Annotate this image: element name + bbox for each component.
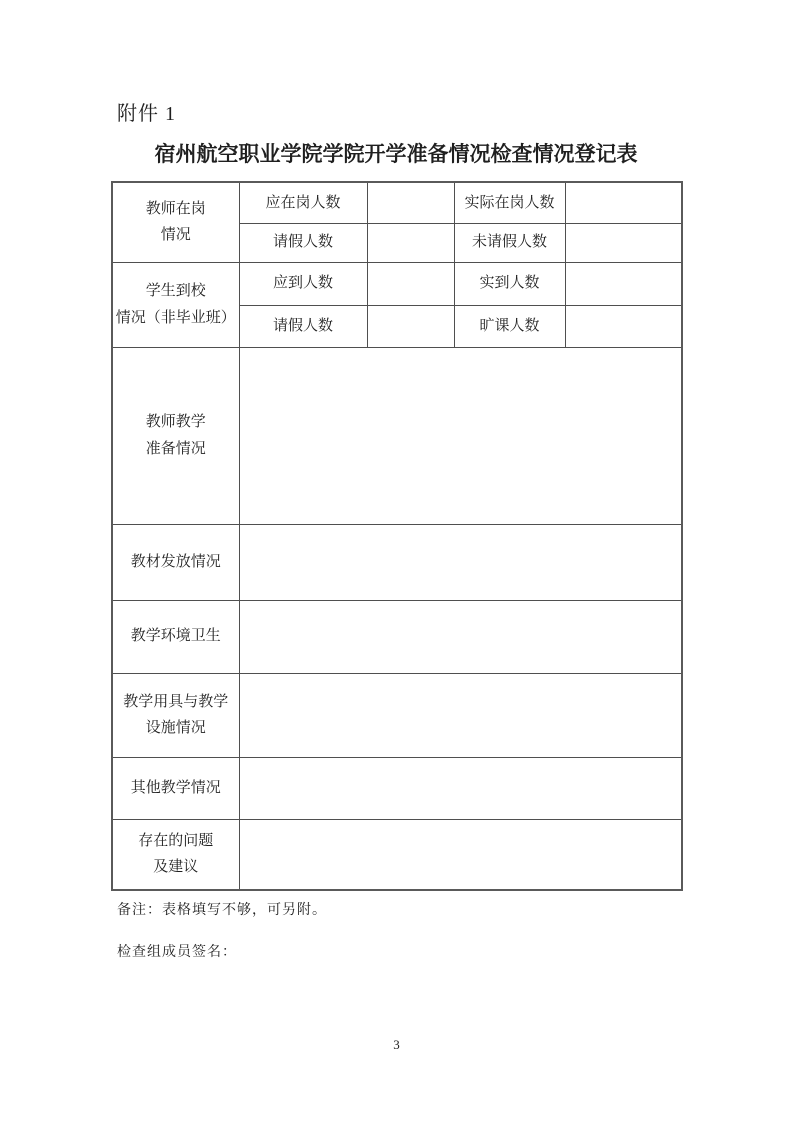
row-label-line: 设施情况: [145, 720, 206, 736]
value-cell: [367, 262, 454, 305]
table-row: [112, 262, 682, 305]
field-label: 请假人数: [239, 305, 367, 347]
attachment-label: 附件 1: [117, 103, 176, 125]
row-label-textbook-distribution: [112, 524, 239, 600]
value-cell: [565, 262, 682, 305]
row-label-problems-suggestions: [112, 819, 239, 890]
field-label: 实际在岗人数: [454, 182, 565, 223]
row-label-line: 准备情况: [145, 440, 206, 457]
section-label-line: 学生到校: [145, 283, 206, 300]
registration-table: [111, 181, 683, 891]
row-label-line: 教材发放情况: [130, 553, 221, 570]
section-label-line: 情况（非毕业班）: [115, 309, 236, 326]
value-cell: [565, 182, 682, 223]
field-label: 实到人数: [454, 262, 565, 305]
signature-label: 检查组成员签名：: [117, 945, 237, 960]
row-label-teaching-preparation: [112, 347, 239, 524]
field-label: 应到人数: [239, 262, 367, 305]
row-label-teaching-environment: [112, 600, 239, 673]
page-number: 3: [393, 1037, 400, 1052]
section-label-line: 教师在岗: [145, 201, 206, 217]
row-label-other-teaching: [112, 757, 239, 819]
section-label-line: 情况: [160, 227, 191, 244]
table-row: [112, 819, 682, 890]
content-cell: [239, 347, 682, 524]
row-label-line: 教学用具与教学: [123, 693, 229, 710]
field-label: 应在岗人数: [239, 182, 367, 223]
content-cell: [239, 757, 682, 819]
content-cell: [239, 600, 682, 673]
table-row: [112, 757, 682, 819]
document-title: 宿州航空职业学院学院开学准备情况检查情况登记表: [154, 143, 638, 166]
row-label-line: 教学环境卫生: [130, 628, 221, 645]
row-label-line: 及建议: [153, 859, 199, 876]
table-row: [112, 347, 682, 524]
section-label-teacher-attendance: [112, 182, 239, 262]
field-label: 未请假人数: [454, 223, 565, 262]
content-cell: [239, 673, 682, 757]
row-label-line: 教师教学: [145, 414, 206, 431]
value-cell: [367, 182, 454, 223]
value-cell: [367, 305, 454, 347]
value-cell: [565, 305, 682, 347]
row-label-line: 存在的问题: [138, 833, 214, 849]
table-row: [112, 524, 682, 600]
value-cell: [565, 223, 682, 262]
field-label: 旷课人数: [454, 305, 565, 347]
value-cell: [367, 223, 454, 262]
row-label-line: 其他教学情况: [130, 779, 221, 796]
table-row: [112, 673, 682, 757]
table-row: [112, 600, 682, 673]
section-label-student-attendance: [112, 262, 239, 347]
note-text: 备注：表格填写不够，可另附。: [117, 903, 327, 918]
table-row: [112, 182, 682, 223]
field-label: 请假人数: [239, 223, 367, 262]
content-cell: [239, 524, 682, 600]
content-cell: [239, 819, 682, 890]
row-label-teaching-equipment: [112, 673, 239, 757]
